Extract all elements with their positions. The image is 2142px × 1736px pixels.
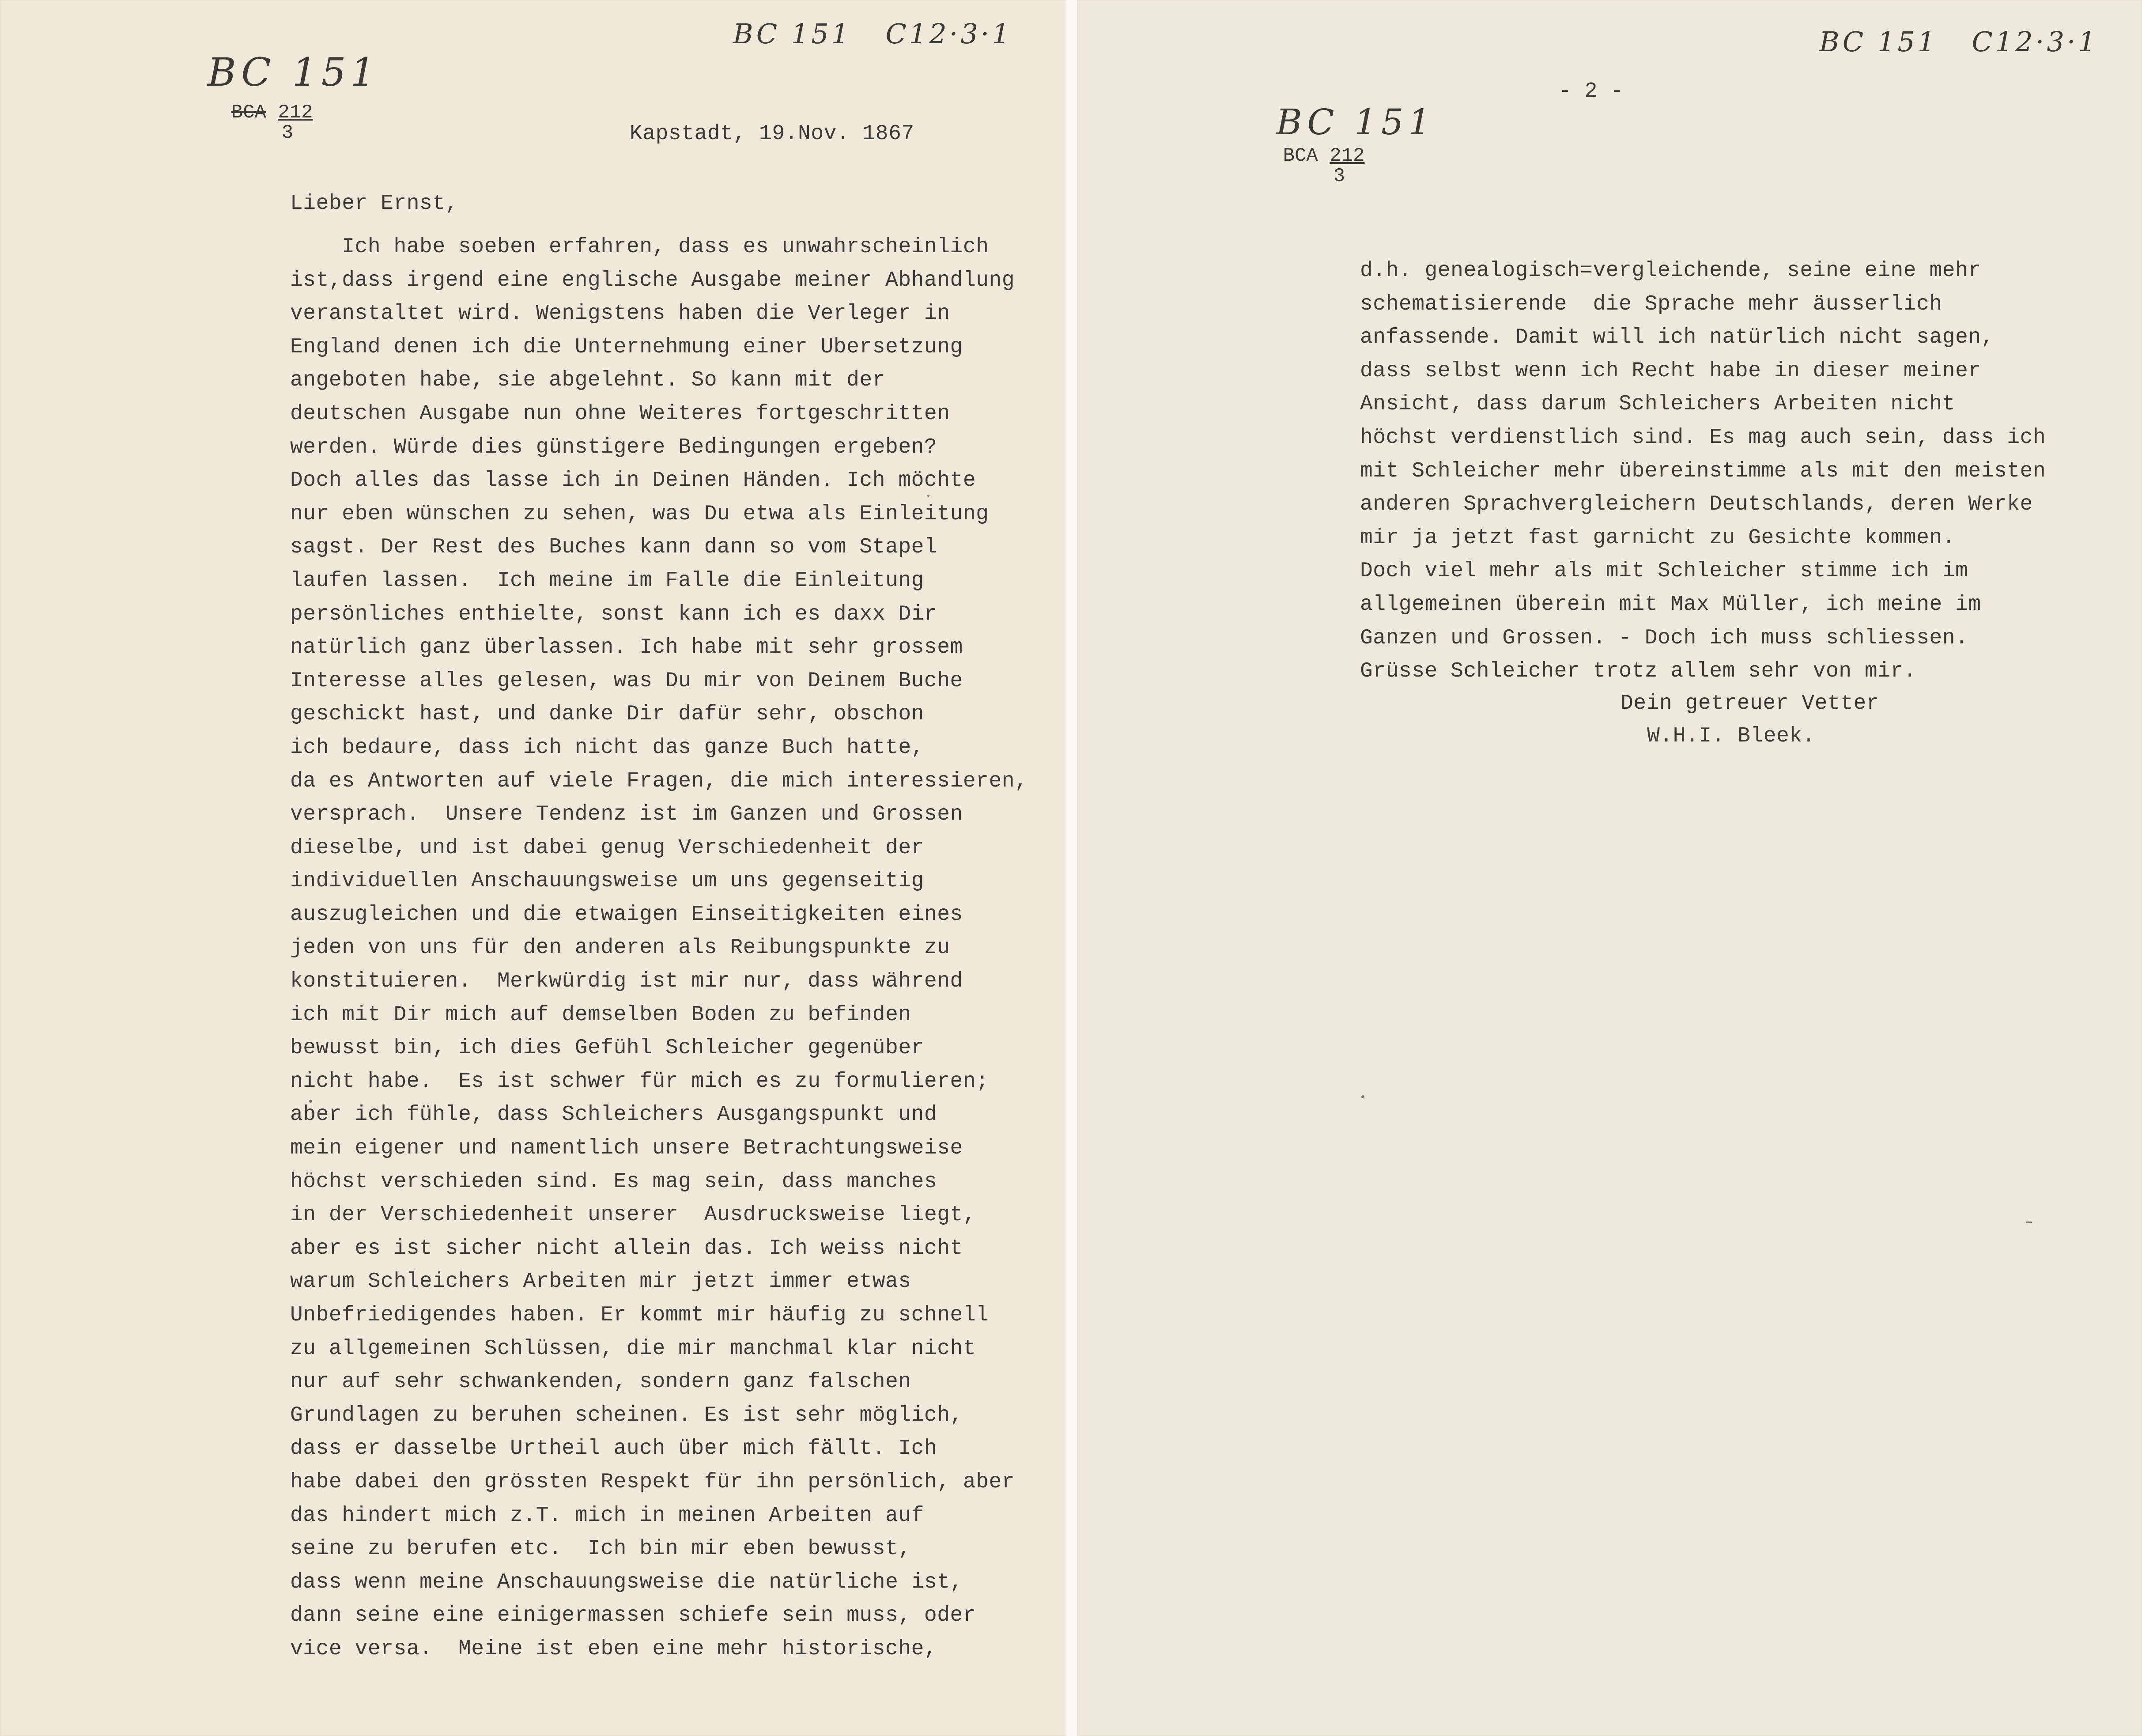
letter-body-page-1 (290, 231, 1028, 1666)
body-line: ich bedaure, dass ich nicht das ganze Buch hatte, (290, 735, 924, 760)
body-line: höchst verschieden sind. Es mag sein, dass manches (290, 1169, 937, 1194)
shelfmark-struck: BCA (231, 102, 266, 124)
shelfmark-number: 212 (1330, 145, 1365, 167)
archive-stamp: BC 151 C12·3·1 (1819, 26, 2098, 58)
body-line: Doch alles das lasse ich in Deinen Händen. Ich möchte (290, 469, 976, 493)
body-line: mir ja jetzt fast garnicht zu Gesichte kommen. (1360, 526, 1956, 550)
page-gutter (1066, 0, 1077, 1736)
body-line: versprach. Unsere Tendenz ist im Ganzen und Grossen (290, 802, 963, 827)
closing-phrase: Dein getreuer Vetter (1621, 692, 1880, 715)
body-line: das hindert mich z.T. mich in meinen Arbeiten auf (290, 1503, 924, 1528)
paper-speck (1361, 1095, 1364, 1098)
body-line: zu allgemeinen Schlüssen, die mir manchmal klar nicht (290, 1336, 976, 1361)
archive-stamp: BC 151 C12·3·1 (733, 18, 1012, 50)
body-line: mit Schleicher mehr übereinstimme als mit den meisten (1360, 459, 2046, 483)
body-line: konstituieren. Merkwürdig ist mir nur, dass während (290, 969, 963, 994)
body-line: auszugleichen und die etwaigen Einseitigkeiten eines (290, 902, 963, 927)
body-line: dass selbst wenn ich Recht habe in dieser meiner (1360, 359, 1981, 383)
handwritten-label: BC 151 (208, 49, 380, 95)
paper-speck (927, 495, 929, 497)
letter-page-2 (1077, 0, 2142, 1736)
body-line: in der Verschiedenheit unserer Ausdrucksweise liegt, (290, 1203, 976, 1227)
body-line: natürlich ganz überlassen. Ich habe mit sehr grossem (290, 635, 963, 660)
body-line: veranstaltet wird. Wenigstens haben die Verleger in (290, 302, 950, 326)
body-line: nur auf sehr schwankenden, sondern ganz falschen (290, 1370, 911, 1394)
letter-body-page-2 (1360, 254, 2046, 688)
body-line: werden. Würde dies günstigere Bedingungen ergeben? (290, 435, 937, 459)
shelfmark-sub: 3 (281, 122, 294, 144)
paper-speck (2026, 1222, 2032, 1223)
body-line: da es Antworten auf viele Fragen, die mich interessieren, (290, 769, 1028, 793)
letter-page-1 (0, 0, 1066, 1736)
body-line: Grüsse Schleicher trotz allem sehr von mir. (1360, 659, 1917, 684)
shelfmark (1271, 146, 1377, 186)
body-line: jeden von uns für den anderen als Reibungspunkte zu (290, 936, 950, 960)
signature: W.H.I. Bleek. (1647, 724, 1815, 748)
body-line: dass wenn meine Anschauungsweise die natürliche ist, (290, 1570, 963, 1594)
body-line: anfassende. Damit will ich natürlich nicht sagen, (1360, 325, 1994, 350)
shelfmark-number: 212 (278, 102, 313, 124)
handwritten-label: BC 151 (1276, 102, 1435, 143)
body-line: nur eben wünschen zu sehen, was Du etwa als Einleitung (290, 502, 989, 526)
body-line: sagst. Der Rest des Buches kann dann so vom Stapel (290, 535, 937, 560)
shelfmark-sub: 3 (1333, 165, 1345, 187)
page-number: - 2 - (1559, 79, 1624, 103)
body-line: seine zu berufen etc. Ich bin mir eben bewusst, (290, 1537, 911, 1561)
body-line: Interesse alles gelesen, was Du mir von Deinem Buche (290, 669, 963, 693)
body-line: geschickt hast, und danke Dir dafür sehr, obschon (290, 702, 924, 726)
shelfmark (219, 102, 325, 143)
body-line: dass er dasselbe Urtheil auch über mich fällt. Ich (290, 1437, 937, 1461)
body-line: Unbefriedigendes haben. Er kommt mir häufig zu schnell (290, 1303, 989, 1327)
body-line: mein eigener und namentlich unsere Betrachtungsweise (290, 1136, 963, 1161)
body-line: aber es ist sicher nicht allein das. Ich weiss nicht (290, 1236, 963, 1260)
body-line: vice versa. Meine ist eben eine mehr historische, (290, 1637, 937, 1661)
paper-speck (309, 1100, 312, 1103)
body-line: Ansicht, dass darum Schleichers Arbeiten nicht (1360, 392, 1956, 416)
body-line: dann seine eine einigermassen schiefe sein muss, oder (290, 1604, 976, 1628)
body-line: deutschen Ausgabe nun ohne Weiteres fortgeschritten (290, 401, 950, 426)
body-line: ich mit Dir mich auf demselben Boden zu befinden (290, 1002, 911, 1027)
body-line: persönliches enthielte, sonst kann ich es daxx Dir (290, 602, 937, 626)
body-line: aber ich fühle, dass Schleichers Ausgangspunkt und (290, 1103, 937, 1127)
body-line: allgemeinen überein mit Max Müller, ich meine im (1360, 592, 1981, 616)
body-line: warum Schleichers Arbeiten mir jetzt immer etwas (290, 1270, 911, 1294)
body-line: laufen lassen. Ich meine im Falle die Einleitung (290, 568, 924, 593)
body-line: d.h. genealogisch=vergleichende, seine eine mehr (1360, 259, 1981, 283)
body-line: Ich habe soeben erfahren, dass es unwahrscheinlich (290, 235, 989, 259)
body-line: England denen ich die Unternehmung einer Ubersetzung (290, 335, 963, 359)
body-line: dieselbe, und ist dabei genug Verschiedenheit der (290, 836, 924, 860)
body-line: Grundlagen zu beruhen scheinen. Es ist sehr möglich, (290, 1403, 963, 1427)
body-line: Ganzen und Grossen. - Doch ich muss schliessen. (1360, 626, 1968, 650)
place-date: Kapstadt, 19.Nov. 1867 (630, 122, 914, 146)
body-line: schematisierende die Sprache mehr äusserlich (1360, 292, 1942, 316)
body-line: höchst verdienstlich sind. Es mag auch sein, dass ich (1360, 425, 2046, 450)
body-line: individuellen Anschauungsweise um uns gegenseitig (290, 869, 924, 893)
body-line: ist,dass irgend eine englische Ausgabe meiner Abhandlung (290, 268, 1015, 292)
body-line: habe dabei den grössten Respekt für ihn persönlich, aber (290, 1470, 1015, 1494)
body-line: nicht habe. Es ist schwer für mich es zu formulieren; (290, 1069, 989, 1093)
body-line: anderen Sprachvergleichern Deutschlands, deren Werke (1360, 492, 2033, 517)
body-line: angeboten habe, sie abgelehnt. So kann mit der (290, 368, 886, 393)
shelfmark-prefix: BCA (1283, 145, 1318, 167)
body-line: Doch viel mehr als mit Schleicher stimme ich im (1360, 559, 1968, 583)
salutation: Lieber Ernst, (290, 192, 458, 216)
body-line: bewusst bin, ich dies Gefühl Schleicher gegenüber (290, 1036, 924, 1060)
